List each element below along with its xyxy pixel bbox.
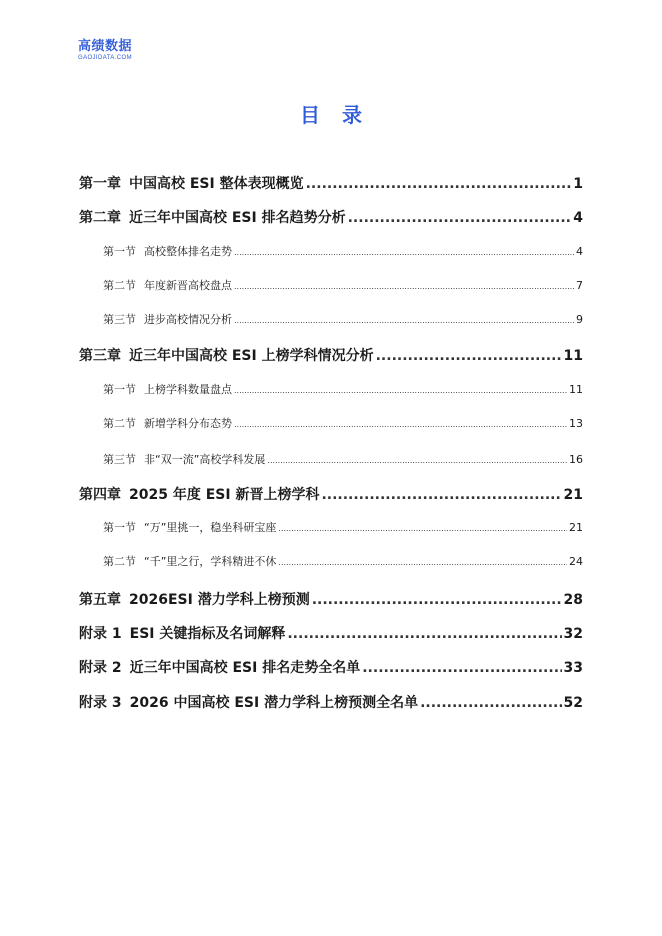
toc-entry-number: 第五章 — [79, 592, 121, 608]
toc-entry-title: 近三年中国高校 ESI 排名趋势分析 — [129, 210, 346, 226]
toc-dot-leader — [348, 210, 572, 226]
toc-entry-page: 4 — [576, 245, 583, 258]
toc-entry-page: 28 — [563, 592, 583, 608]
toc-entry-number: 第一节 — [103, 245, 136, 258]
toc-chapter-entry[interactable] — [79, 589, 583, 609]
toc-entry-page: 4 — [573, 210, 583, 226]
toc-entry-number: 附录 1 — [79, 626, 122, 642]
brand-site: GAOJIDATA.COM — [78, 55, 132, 61]
toc-entry-title: “千”里之行，学科精进不休 — [144, 555, 277, 568]
toc-entry-number: 第三节 — [103, 453, 136, 466]
toc-entry-title: 近三年中国高校 ESI 上榜学科情况分析 — [129, 348, 374, 364]
toc-dot-leader — [278, 555, 567, 568]
toc-chapter-entry[interactable] — [79, 345, 583, 365]
toc-chapter-entry[interactable] — [79, 207, 583, 227]
toc-entry-page: 7 — [576, 279, 583, 292]
toc-chapter-entry[interactable] — [79, 173, 583, 193]
toc-entry-title: 年度新晋高校盘点 — [144, 279, 232, 292]
toc-entry-page: 16 — [569, 453, 583, 466]
toc-entry-number: 第二节 — [103, 555, 136, 568]
toc-entry-number: 第四章 — [79, 487, 121, 503]
toc-dot-leader — [287, 626, 561, 642]
toc-entry-title: 2026 中国高校 ESI 潜力学科上榜预测全名单 — [129, 695, 419, 711]
toc-chapter-entry[interactable] — [79, 657, 583, 677]
toc-entry-number: 第二节 — [103, 279, 136, 292]
toc-dot-leader — [234, 245, 574, 258]
toc-entry-title: 2025 年度 ESI 新晋上榜学科 — [129, 487, 320, 503]
toc-dot-leader — [312, 592, 562, 608]
toc-entry-page: 52 — [563, 695, 583, 711]
toc-entry-number: 第一节 — [103, 521, 136, 534]
toc-entry-page: 13 — [569, 417, 583, 430]
toc-chapter-entry[interactable] — [79, 692, 583, 712]
toc-section-entry[interactable] — [103, 381, 583, 397]
toc-section-entry[interactable] — [103, 243, 583, 259]
toc-entry-number: 附录 2 — [79, 660, 122, 676]
toc-section-entry[interactable] — [103, 311, 583, 327]
toc-entry-number: 第一节 — [103, 383, 136, 396]
toc-entry-page: 11 — [569, 383, 583, 396]
toc-section-entry[interactable] — [103, 415, 583, 431]
toc-entry-title: 进步高校情况分析 — [144, 313, 232, 326]
toc-entry-title: 非“双一流”高校学科发展 — [144, 453, 266, 466]
toc-entry-page: 24 — [569, 555, 583, 568]
toc-entry-title: ESI 关键指标及名词解释 — [129, 626, 286, 642]
toc-entry-page: 9 — [576, 313, 583, 326]
toc-chapter-entry[interactable] — [79, 484, 583, 504]
toc-entry-page: 33 — [563, 660, 583, 676]
toc-dot-leader — [278, 521, 567, 534]
toc-section-entry[interactable] — [103, 451, 583, 467]
brand-name: 高绩数据 — [78, 39, 133, 54]
toc-entry-title: 新增学科分布态势 — [144, 417, 232, 430]
brand-logo — [78, 39, 132, 62]
toc-entry-page: 11 — [563, 348, 583, 364]
toc-entry-number: 附录 3 — [79, 695, 122, 711]
toc-dot-leader — [267, 453, 567, 466]
toc-entry-number: 第二节 — [103, 417, 136, 430]
toc-entry-title: “万”里挑一，稳坐科研宝座 — [144, 521, 277, 534]
toc-entry-number: 第三章 — [79, 348, 121, 364]
toc-chapter-entry[interactable] — [79, 623, 583, 643]
toc-dot-leader — [306, 176, 572, 192]
toc-dot-leader — [362, 660, 561, 676]
toc-dot-leader — [420, 695, 561, 711]
toc-entry-page: 1 — [573, 176, 583, 192]
toc-entry-page: 21 — [563, 487, 583, 503]
toc-section-entry[interactable] — [103, 519, 583, 535]
toc-entry-number: 第三节 — [103, 313, 136, 326]
toc-dot-leader — [376, 348, 562, 364]
toc-entry-number: 第一章 — [79, 176, 121, 192]
toc-entry-title: 高校整体排名走势 — [144, 245, 232, 258]
page-title: 目录 — [300, 103, 384, 127]
toc-entry-title: 近三年中国高校 ESI 排名走势全名单 — [129, 660, 361, 676]
toc-dot-leader — [234, 417, 567, 430]
toc-entry-title: 上榜学科数量盘点 — [144, 383, 232, 396]
toc-dot-leader — [234, 383, 567, 396]
toc-dot-leader — [234, 313, 574, 326]
toc-entry-page: 32 — [563, 626, 583, 642]
toc-section-entry[interactable] — [103, 553, 583, 569]
toc-entry-title: 2026ESI 潜力学科上榜预测 — [129, 592, 310, 608]
toc-dot-leader — [321, 487, 561, 503]
toc-dot-leader — [234, 279, 574, 292]
toc-entry-title: 中国高校 ESI 整体表现概览 — [129, 176, 304, 192]
toc-entry-number: 第二章 — [79, 210, 121, 226]
toc-entry-page: 21 — [569, 521, 583, 534]
toc-section-entry[interactable] — [103, 277, 583, 293]
